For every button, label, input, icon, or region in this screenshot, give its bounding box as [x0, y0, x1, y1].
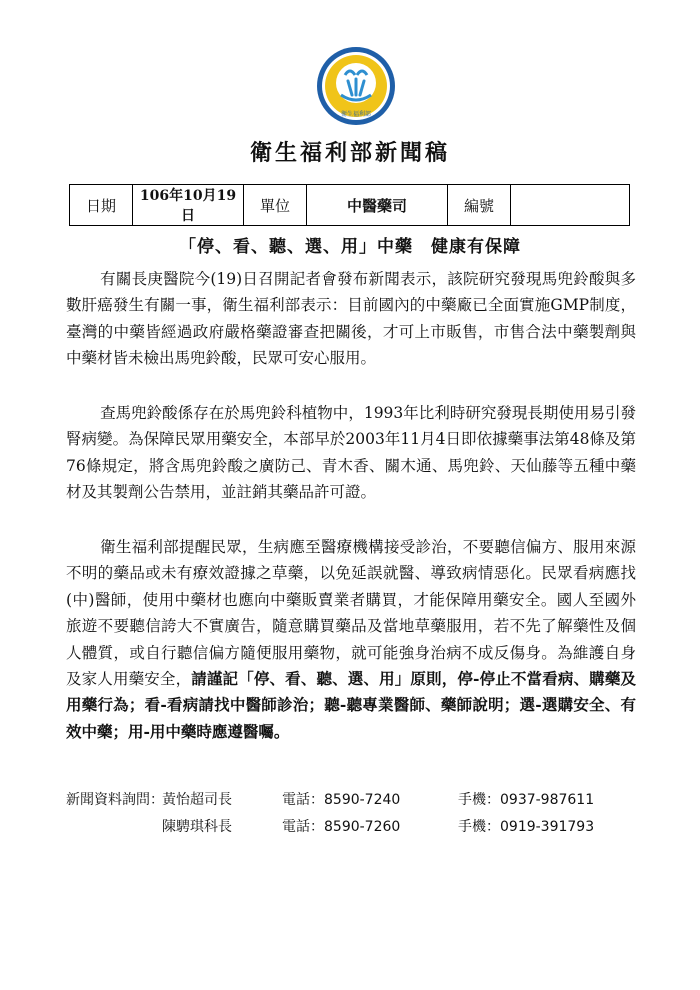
contact-mobile: 手機：0919-391793: [458, 819, 595, 835]
contact-info: [66, 787, 636, 841]
page-title: 衛生福利部新聞稿: [249, 140, 450, 166]
paragraph-2: [66, 400, 636, 506]
logo-caption: 衛生福利部: [340, 111, 372, 118]
number-value: [511, 185, 630, 226]
contact-name: 陳騁琪科長: [162, 819, 232, 835]
contact-phone: 電話：8590-7240: [282, 792, 401, 808]
paragraph-3: [66, 534, 636, 745]
contact-phone: 電話：8590-7260: [282, 819, 401, 835]
ministry-logo: [315, 45, 397, 127]
number-label: 編號: [448, 185, 511, 226]
contact-name: 黃怡超司長: [162, 792, 232, 808]
paragraph-text: 有關長庚醫院今(19)日召開記者會發布新聞表示，該院研究發現馬兜鈴酸與多數肝癌發生有關一事，衛生福利部表示：目前國內的中藥廠已全面實施GMP制度，臺灣的中藥皆經過政府嚴格藥證審查把關後，才可上市販售，市售合法中藥製劑與中藥材皆未檢出馬兜鈴酸，民眾可安心服用。: [66, 270, 636, 368]
headline: 「停、看、聽、選、用」中藥 健康有保障: [179, 237, 521, 257]
contact-row: [66, 814, 636, 841]
date-value: 106年10月19日: [133, 185, 244, 226]
paragraph-1: [66, 266, 636, 372]
unit-label: 單位: [244, 185, 307, 226]
contact-label: 新聞資料詢問：: [66, 792, 164, 808]
contact-mobile: 手機：0937-987611: [458, 792, 595, 808]
paragraph-bold-text: 請謹記「停、看、聽、選、用」原則，停-停止不當看病、購藥及用藥行為；看-看病請找中醫師診治；聽-聽專業醫師、藥師說明；選-選購安全、有效中藥；用-用中藥時應遵醫囑。: [66, 669, 636, 741]
unit-value: 中醫藥司: [307, 185, 448, 226]
press-info-table: [69, 184, 630, 226]
paragraph-text: 衛生福利部提醒民眾，生病應至醫療機構接受診治，不要聽信偏方、服用來源不明的藥品或未有療效證據之草藥，以免延誤就醫、導致病情惡化。民眾看病應找(中)醫師，使用中藥材也應向中藥販賣業者購買，才能保障用藥安全。國人至國外旅遊不要聽信誇大不實廣告，隨意購買藥品及當地草藥服用，若不先了解藥性及個人體質，或自行聽信偏方隨便服用藥物，就可能強身治病不成反傷身。為維護自身及家人用藥安全，: [66, 538, 636, 689]
contact-row: [66, 787, 636, 814]
paragraph-text: 查馬兜鈴酸係存在於馬兜鈴科植物中，1993年比利時研究發現長期使用易引發腎病變。為保障民眾用藥安全，本部早於2003年11月4日即依據藥事法第48條及第76條規定，將含馬兜鈴酸之廣防己、青木香、關木通、馬兜鈴、天仙藤等五種中藥材及其製劑公告禁用，並註銷其藥品許可證。: [66, 404, 636, 502]
date-label: 日期: [70, 185, 133, 226]
